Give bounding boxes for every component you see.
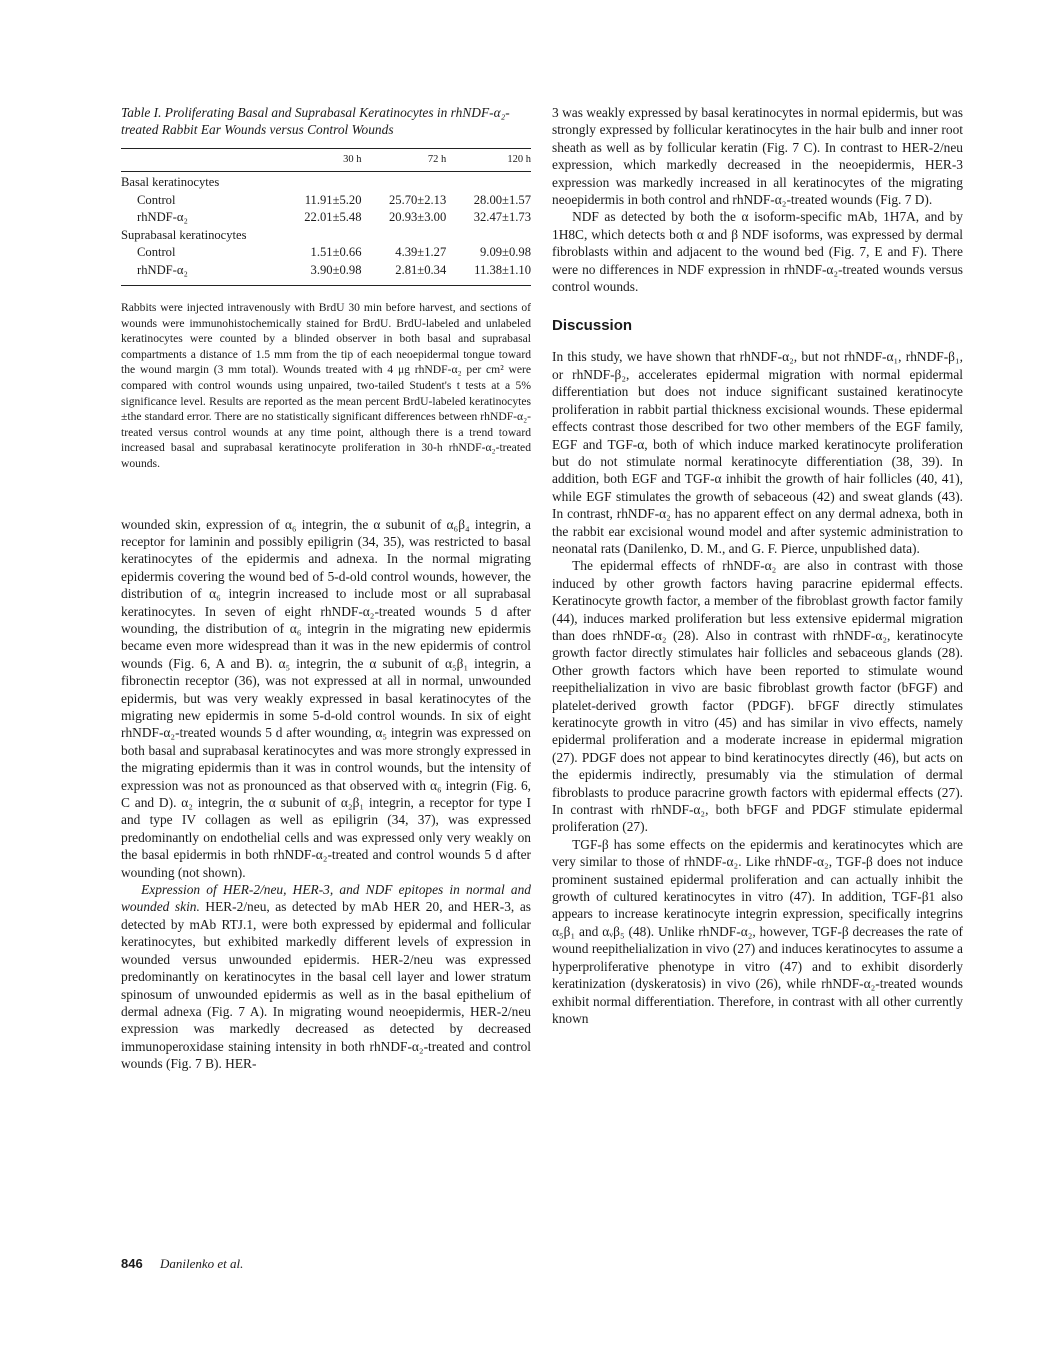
col-72h: 72 h bbox=[427, 154, 447, 165]
left-body-text bbox=[121, 516, 531, 1073]
table-caption: Table I. Proliferating Basal and Suprabasal Keratinocytes in rhNDF-α₂-treated Rabbit Ear Wounds versus Control Wounds bbox=[121, 105, 510, 137]
proliferation-table bbox=[121, 148, 531, 286]
table-row bbox=[121, 209, 531, 227]
paragraph: TGF-β has some effects on the epidermis and keratinocytes which are very similar to those of rhNDF-α₂. Like rhNDF-α₂, TGF-β does not induce prominent sustained epidermal proliferation and can actually inhibit the growth of cultured keratinocytes in vitro (47). In addition, TGF-β1 also appears to increase keratinocyte integrin expression, specifically integrins α₅β₁ and αᵥβ₅ (48). Unlike rhNDF-α₂, however, TGF-β decreases the rate of wound reepithelialization in vivo (27) and induces keratinocytes to assume a hyperproliferative phenotype in vitro (47) and to exhibit disorderly keratinization (dyskeratosis) in vivo (26), while rhNDF-α₂-treated wounds exhibit normal differentiation. Therefore, in contrast with all other currently known bbox=[552, 836, 963, 1026]
group-basal: Basal keratinocytes bbox=[121, 175, 220, 189]
table-group-row bbox=[121, 172, 531, 192]
running-author: Danilenko et al. bbox=[159, 1256, 244, 1271]
table-footnote: Rabbits were injected intravenously with BrdU 30 min before harvest, and sections of wounds were immunohistochemically stained for BrdU. BrdU-labeled and unlabeled keratinocytes were counted by a blinded observer in both basal and suprabasal compartments a distance of 1.5 mm from the tip of each neoepidermal tongue toward the wound margin (3 mm total). Wounds treated with 4 μg rhNDF-α₂ per cm² were compared with control wounds using unpaired, two-tailed Student's t tests at a 5% significance level. Results are reported as the mean percent BrdU-labeled keratinocytes ±the standard error. There are no statistically significant differences between rhNDF-α₂-treated versus control wounds at any time point, although there is a trend toward increased basal and suprabasal keratinocyte proliferation in 30-h rhNDF-α₂-treated wounds. bbox=[121, 301, 531, 470]
cell-value: 28.00±1.57 bbox=[473, 192, 531, 207]
cell-value: 2.81±0.34 bbox=[362, 262, 447, 286]
cell-value: 11.91±5.20 bbox=[304, 192, 362, 207]
cell-value: 9.09±0.98 bbox=[480, 245, 531, 259]
paragraph: In this study, we have shown that rhNDF-α₂, but not rhNDF-α₁, rhNDF-β₁, or rhNDF-β₂, accelerates epidermal migration with normal epidermal differentiation but does not induce significant sustained keratinocyte proliferation in rabbit partial thickness excisional wounds. These epidermal effects contrast those described for two other members of the EGF family, EGF and TGF-α, both of which induce marked keratinocyte proliferation but do not stimulate normal keratinocyte differentiation (38, 39). In addition, both EGF and TGF-α inhibit the growth of hair follicles (40, 41), while EGF stimulates the growth of sebaceous (42) and sweat glands (43). In contrast, rhNDF-α₂ has no apparent effect on any dermal adnexa, both in the rabbit ear excisional wound model and after systemic administration to neonatal rats (Danilenko, D. M., and G. F. Pierce, unpublished data). bbox=[552, 349, 963, 556]
row-label: rhNDF-α₂ bbox=[121, 262, 277, 286]
cell-value: 3.90±0.98 bbox=[277, 262, 362, 286]
paragraph: The epidermal effects of rhNDF-α₂ are also in contrast with those induced by other growth factors having paracrine epidermal effects. Keratinocyte growth factor, a member of the fibroblast growth factor family (44), induces marked proliferation but less extensive epidermal migration than does rhNDF-α₂ (28). Also in contrast with rhNDF-α₂, keratinocyte growth factor directly stimulates hair follicles and sebaceous glands (28). Other growth factors which have been reported to stimulate wound reepithelialization in vivo are basic fibroblast growth factor (bFGF) and platelet-derived growth factor (PDGF). bFGF directly stimulates keratinocyte growth in vitro (45) and has similar in vivo effects, namely epidermal proliferation and a moderate increase in epidermal migration (27). PDGF does not appear to bind keratinocytes directly (46), but acts on the epidermis indirectly, presumably via the stimulation of dermal fibroblasts to produce paracrine growth factors with epidermal effects (27). In contrast with rhNDF-α₂, both bFGF and PDGF stimulate epidermal proliferation (27). bbox=[552, 558, 963, 835]
paragraph: NDF as detected by both the α isoform-specific mAb, 1H7A, and by 1H8C, which detects both α and β NDF isoforms, was expressed by dermal fibroblasts within and adjacent to the wound bed (Fig. 7, E and F). There were no differences in NDF expression in rhNDF-α₂-treated wounds versus control wounds. bbox=[552, 209, 963, 295]
left-column bbox=[121, 104, 531, 1073]
table-group-row bbox=[121, 227, 531, 245]
cell-value: 11.38±1.10 bbox=[446, 262, 531, 286]
cell-value: 4.39±1.27 bbox=[395, 245, 447, 259]
right-column bbox=[552, 104, 963, 1027]
col-30h: 30 h bbox=[343, 154, 362, 165]
cell-value: 1.51±0.66 bbox=[310, 245, 362, 259]
cell-value: 32.47±1.73 bbox=[473, 210, 531, 224]
table-header-blank bbox=[121, 149, 277, 172]
table-header-row bbox=[121, 149, 531, 172]
paragraph bbox=[121, 881, 531, 1072]
cell-value: 22.01±5.48 bbox=[304, 210, 362, 224]
page-footer bbox=[121, 1256, 243, 1272]
col-120h: 120 h bbox=[507, 154, 531, 165]
cell-value: 20.93±3.00 bbox=[388, 210, 447, 224]
cell-value: 25.70±2.13 bbox=[388, 192, 447, 207]
section-heading: Discussion bbox=[552, 317, 633, 335]
row-label: Control bbox=[137, 192, 176, 207]
page-number: 846 bbox=[121, 1256, 143, 1271]
group-suprabasal: Suprabasal keratinocytes bbox=[121, 227, 247, 242]
paragraph: 3 was weakly expressed by basal keratinocytes in normal epidermis, but was strongly expressed by follicular keratinocytes in the hair bulb and inner root sheath as well as by follicular keratin (Fig. 7 C). In contrast to HER-2/neu expression, which markedly decreased in the neoepidermis, HER-3 expression was markedly increased in all keratinocytes of the migrating neoepidermis in both control and rhNDF-α₂-treated wounds (Fig. 7 D). bbox=[552, 105, 963, 208]
table-row bbox=[121, 262, 531, 286]
paragraph-text: HER-2/neu, as detected by mAb HER 20, and HER-3, as detected by mAb RTJ.1, were both expressed by epidermal and follicular keratinocytes, but exhibited markedly different levels of expression in wounded versus unwounded epidermis. HER-2/neu was expressed predominantly on keratinocytes in the basal cell layer and lower stratum spinosum of unwounded epidermis as well as in the basal epithelium of dermal adnexa (Fig. 7 A). In migrating wound neoepidermis, HER-2/neu expression was markedly decreased as detected by decreased immunoperoxidase staining intensity in both rhNDF-α₂-treated and control wounds (Fig. 7 B). HER- bbox=[121, 899, 531, 1072]
row-label: Control bbox=[137, 245, 176, 259]
discussion-text bbox=[552, 348, 963, 1027]
right-body-text bbox=[552, 104, 963, 295]
run-in-heading: Expression of HER-2/neu, HER-3, and NDF epitopes in normal and wounded skin. bbox=[121, 882, 531, 915]
table-row bbox=[121, 244, 531, 262]
row-label: rhNDF-α₂ bbox=[137, 210, 188, 224]
table-row bbox=[121, 192, 531, 210]
paragraph: wounded skin, expression of α₆ integrin, the α subunit of α₆β₄ integrin, a receptor for laminin and possibly epiligrin (34, 35), was restricted to basal keratinocytes of the epidermis and adnexa. In the normal migrating epidermis covering the wound bed of 5-d-old control wounds, however, the distribution of α₆ integrin increased to include most or all suprabasal keratinocytes. In seven of eight rhNDF-α₂-treated wounds 5 d after wounding, the distribution of α₆ integrin in the migrating new epidermis became even more widespread than it was in the new epidermis of control wounds (Fig. 6, A and B). α₅ integrin, the α subunit of α₅β₁ integrin, a fibronectin receptor (36), was not expressed at all in normal, unwounded epidermis, but was very weakly expressed in basal keratinocytes of the migrating new epidermis in some 5-d-old control wounds. In six of eight rhNDF-α₂-treated wounds 5 d after wounding, α₅ integrin was expressed on both basal and suprabasal keratinocytes and was more strongly expressed in the migrating epidermis than it was in control wounds, but the intensity of expression was not as pronounced as that observed with α₆ integrin (Fig. 6, C and D). α₂ integrin, the α subunit of α₂β₁ integrin, a receptor for type I and type IV collagen as well as epiligrin (34, 37), was expressed predominantly on endothelial cells and was expressed only very weakly on the basal epidermis in both rhNDF-α₂-treated and control wounds 5 d after wounding (not shown). bbox=[121, 516, 531, 880]
